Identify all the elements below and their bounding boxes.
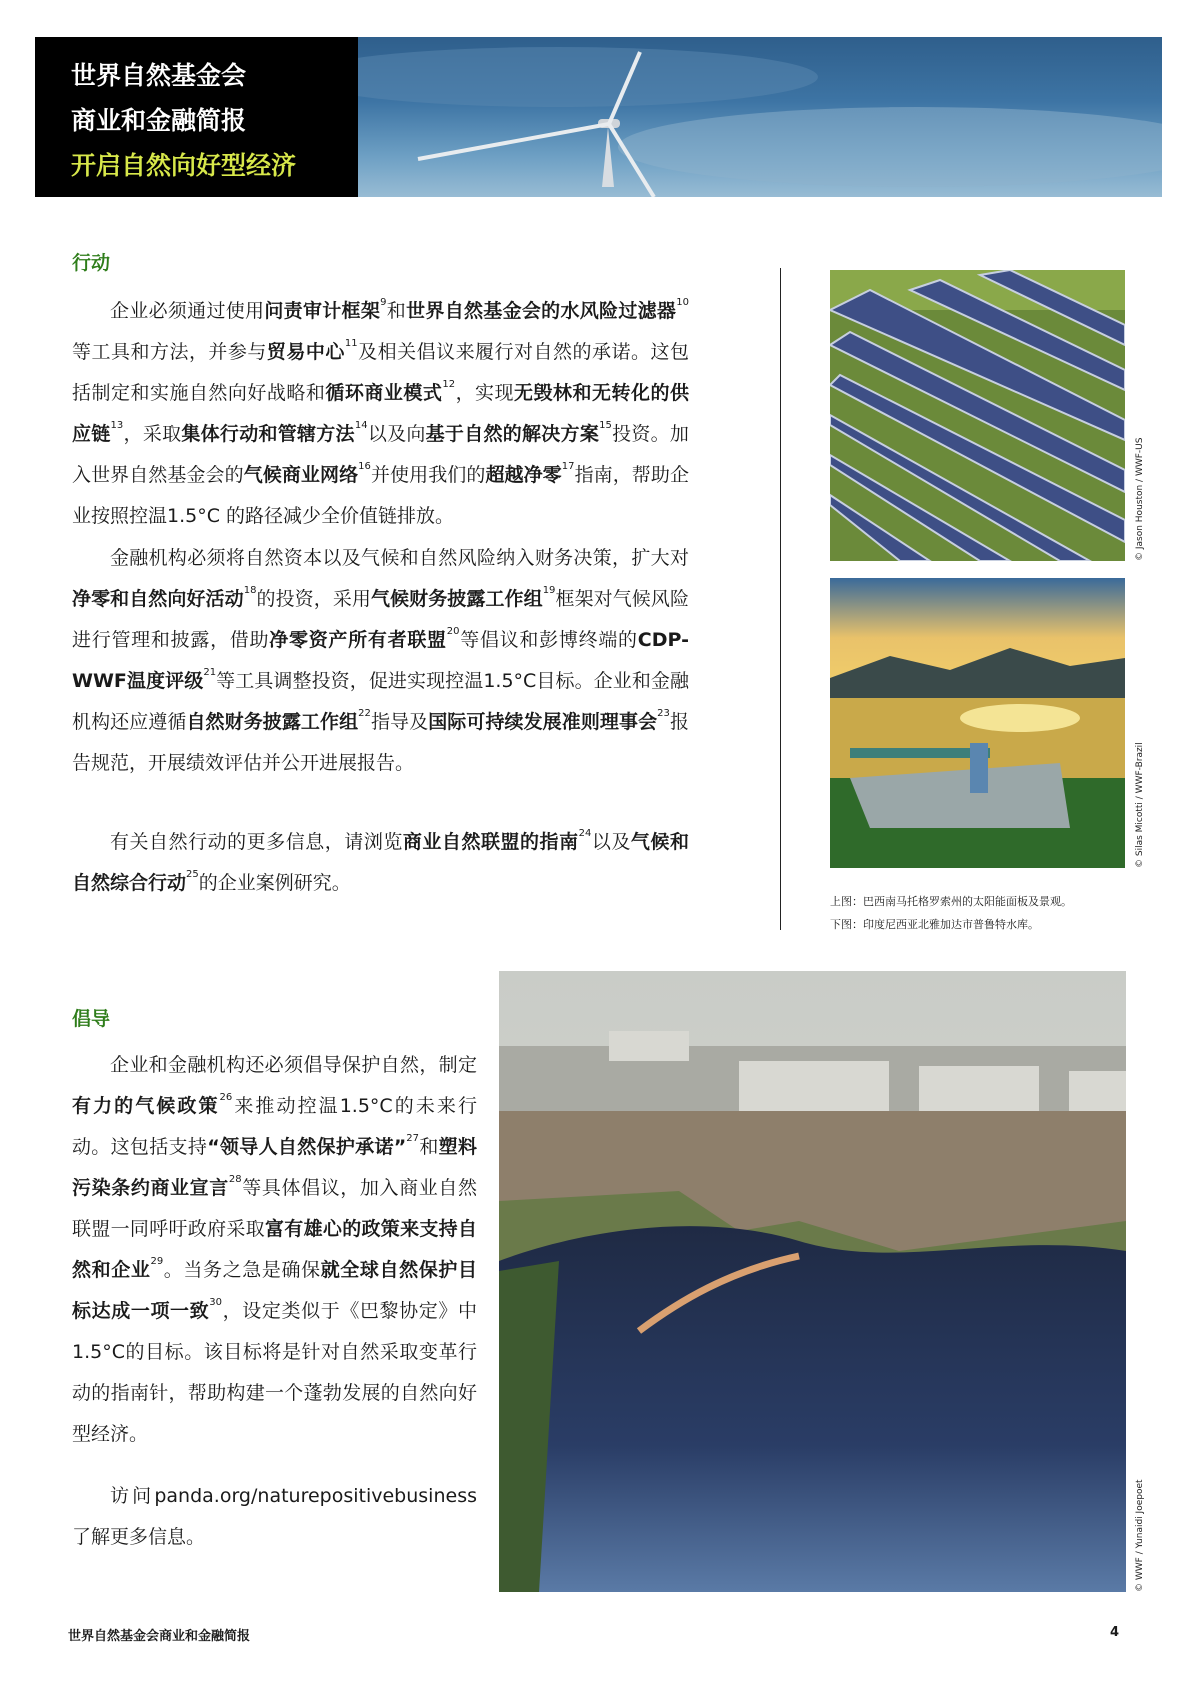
text-run: 等工具调整投资，促进实现控温1.5°C目标。企业和金融机构还应遵循	[72, 670, 689, 733]
reservoir-sunset-photo	[830, 578, 1125, 868]
text-run: 框架对气候风险进行管理和披露，借助	[72, 588, 689, 651]
bold-term: 气候财务披露工作组	[370, 588, 543, 610]
text-run: 。当务之急是确保	[163, 1259, 321, 1281]
section-heading-advocacy: 倡导	[72, 1008, 111, 1030]
footnote-ref: 22	[358, 708, 371, 719]
banner-title-line3: 开启自然向好型经济	[71, 151, 297, 180]
text-run: 指导及	[370, 711, 429, 733]
bold-term: 无毁林和无转化的供应链	[72, 382, 689, 445]
text-run: 来推动控温1.5°C的未来行动。这包括支持	[72, 1095, 477, 1158]
bold-term: 集体行动和管辖方法	[181, 423, 355, 445]
advocacy-paragraph-1	[72, 1045, 477, 1455]
photo-caption-top: 上图：巴西南马托格罗索州的太阳能面板及景观。	[830, 895, 1072, 908]
footnote-ref: 29	[150, 1256, 164, 1267]
bold-term: 富有雄心的政策来支持自然和企业	[72, 1218, 477, 1281]
photo-credit-bottom: © WWF / Yunaidi Joepoet	[1135, 1479, 1145, 1592]
river-city-illustration	[499, 971, 1126, 1592]
text-run: 和	[386, 300, 407, 322]
bold-term: 国际可持续发展准则理事会	[428, 711, 658, 733]
banner-title-line2: 商业和金融简报	[71, 106, 247, 135]
footnote-ref: 13	[110, 420, 124, 431]
banner-title-block	[35, 37, 358, 197]
footnote-ref: 26	[219, 1092, 233, 1103]
page-number: 4	[1110, 1625, 1120, 1640]
bold-term: 商业自然联盟的指南	[402, 831, 579, 853]
photo-credit-top: © Jason Houston / WWF-US	[1135, 437, 1145, 561]
footnote-ref: 14	[354, 420, 368, 431]
text-run: 金融机构必须将自然资本以及气候和自然风险纳入财务决策，扩大对	[110, 547, 689, 569]
action-paragraph-3	[72, 822, 689, 904]
bold-term: 问责审计框架	[264, 300, 381, 322]
text-run: 企业和金融机构还必须倡导保护自然，制定	[110, 1054, 477, 1076]
bold-term: 净零资产所有者联盟	[269, 629, 447, 651]
jakarta-reservoir-photo	[499, 971, 1126, 1592]
text-run: 等具体倡议，加入商业自然联盟一同呼吁政府采取	[72, 1177, 477, 1240]
banner-title-line1: 世界自然基金会	[71, 61, 247, 90]
text-run: 报告规范，开展绩效评估并公开进展报告。	[72, 711, 689, 774]
text-run: ，采取	[123, 423, 182, 445]
text-run: 企业必须通过使用	[110, 300, 265, 322]
text-run: 和	[419, 1136, 439, 1158]
action-paragraph-1	[72, 291, 689, 537]
solar-panels-photo	[830, 270, 1125, 561]
solar-panels-illustration	[830, 270, 1125, 561]
wind-turbine-photo	[358, 37, 1162, 197]
footnote-ref: 24	[578, 828, 592, 839]
footnote-ref: 10	[676, 297, 689, 308]
bold-term: 世界自然基金会的水风险过滤器	[406, 300, 677, 322]
footnote-ref: 28	[228, 1174, 242, 1185]
bold-term: 循环商业模式	[325, 382, 443, 404]
footnote-ref: 12	[442, 379, 456, 390]
footnote-ref: 20	[446, 626, 460, 637]
header-banner	[35, 37, 1162, 197]
bold-term: 塑料污染条约商业宣言	[72, 1136, 477, 1199]
footnote-ref: 18	[243, 585, 257, 596]
bold-term: CDP-WWF温度评级	[72, 629, 689, 692]
text-run: 有关自然行动的更多信息，请浏览	[110, 831, 403, 853]
bold-term: 自然财务披露工作组	[186, 711, 359, 733]
footnote-ref: 11	[344, 338, 358, 349]
bold-term: 气候商业网络	[243, 464, 359, 486]
photo-credit-middle: © Silas Micotti / WWF-Brazil	[1135, 742, 1145, 868]
footnote-ref: 25	[186, 869, 199, 880]
text-run: 的企业案例研究。	[198, 872, 351, 894]
bold-term: 气候和自然综合行动	[72, 831, 689, 894]
text-run: 以及向	[367, 423, 426, 445]
wind-turbine-illustration	[358, 37, 1162, 197]
footnote-ref: 17	[561, 461, 575, 472]
bold-term: “领导人自然保护承诺”	[207, 1136, 407, 1158]
footnote-ref: 21	[203, 667, 217, 678]
bold-term: 有力的气候政策	[72, 1095, 220, 1117]
text-run: ，实现	[455, 382, 515, 404]
text-run: 以及	[591, 831, 631, 853]
footnote-ref: 16	[358, 461, 371, 472]
text-run: 投资。加入世界自然基金会的	[72, 423, 689, 486]
footnote-ref: 9	[380, 297, 387, 308]
footnote-ref: 27	[406, 1133, 420, 1144]
bold-term: 超越净零	[485, 464, 562, 486]
text-run: ，设定类似于《巴黎协定》中1.5°C的目标。该目标将是针对自然采取变革行动的指南针，帮助构建一个蓬勃发展的自然向好型经济。	[72, 1300, 477, 1445]
footnote-ref: 30	[209, 1297, 223, 1308]
photo-caption-bottom: 下图：印度尼西亚北雅加达市普鲁特水库。	[830, 918, 1039, 931]
text-run: 指南，帮助企业按照控温1.5°C 的路径减少全价值链排放。	[72, 464, 689, 527]
bold-term: 净零和自然向好活动	[72, 588, 244, 610]
text-run: 的投资，采用	[256, 588, 371, 610]
footnote-ref: 23	[657, 708, 670, 719]
footnote-ref: 15	[599, 420, 612, 431]
section-heading-action: 行动	[72, 252, 111, 274]
footer-title: 世界自然基金会商业和金融简报	[68, 1629, 251, 1644]
bold-term: 贸易中心	[266, 341, 345, 363]
bold-term: 基于自然的解决方案	[425, 423, 600, 445]
text-run: 并使用我们的	[370, 464, 486, 486]
bold-term: 就全球自然保护目标达成一项一致	[72, 1259, 477, 1322]
action-paragraph-2	[72, 538, 689, 784]
advocacy-paragraph-2	[72, 1476, 477, 1558]
text-run: 等工具和方法，并参与	[72, 341, 267, 363]
sunset-boat-illustration	[830, 578, 1125, 868]
text-run: 访问panda.org/naturepositivebusiness了解更多信息。	[72, 1485, 477, 1548]
text-run: 及相关倡议来履行对自然的承诺。这包括制定和实施自然向好战略和	[72, 341, 689, 404]
column-divider	[780, 268, 781, 930]
text-run: 等倡议和彭博终端的	[459, 629, 638, 651]
footnote-ref: 19	[542, 585, 556, 596]
